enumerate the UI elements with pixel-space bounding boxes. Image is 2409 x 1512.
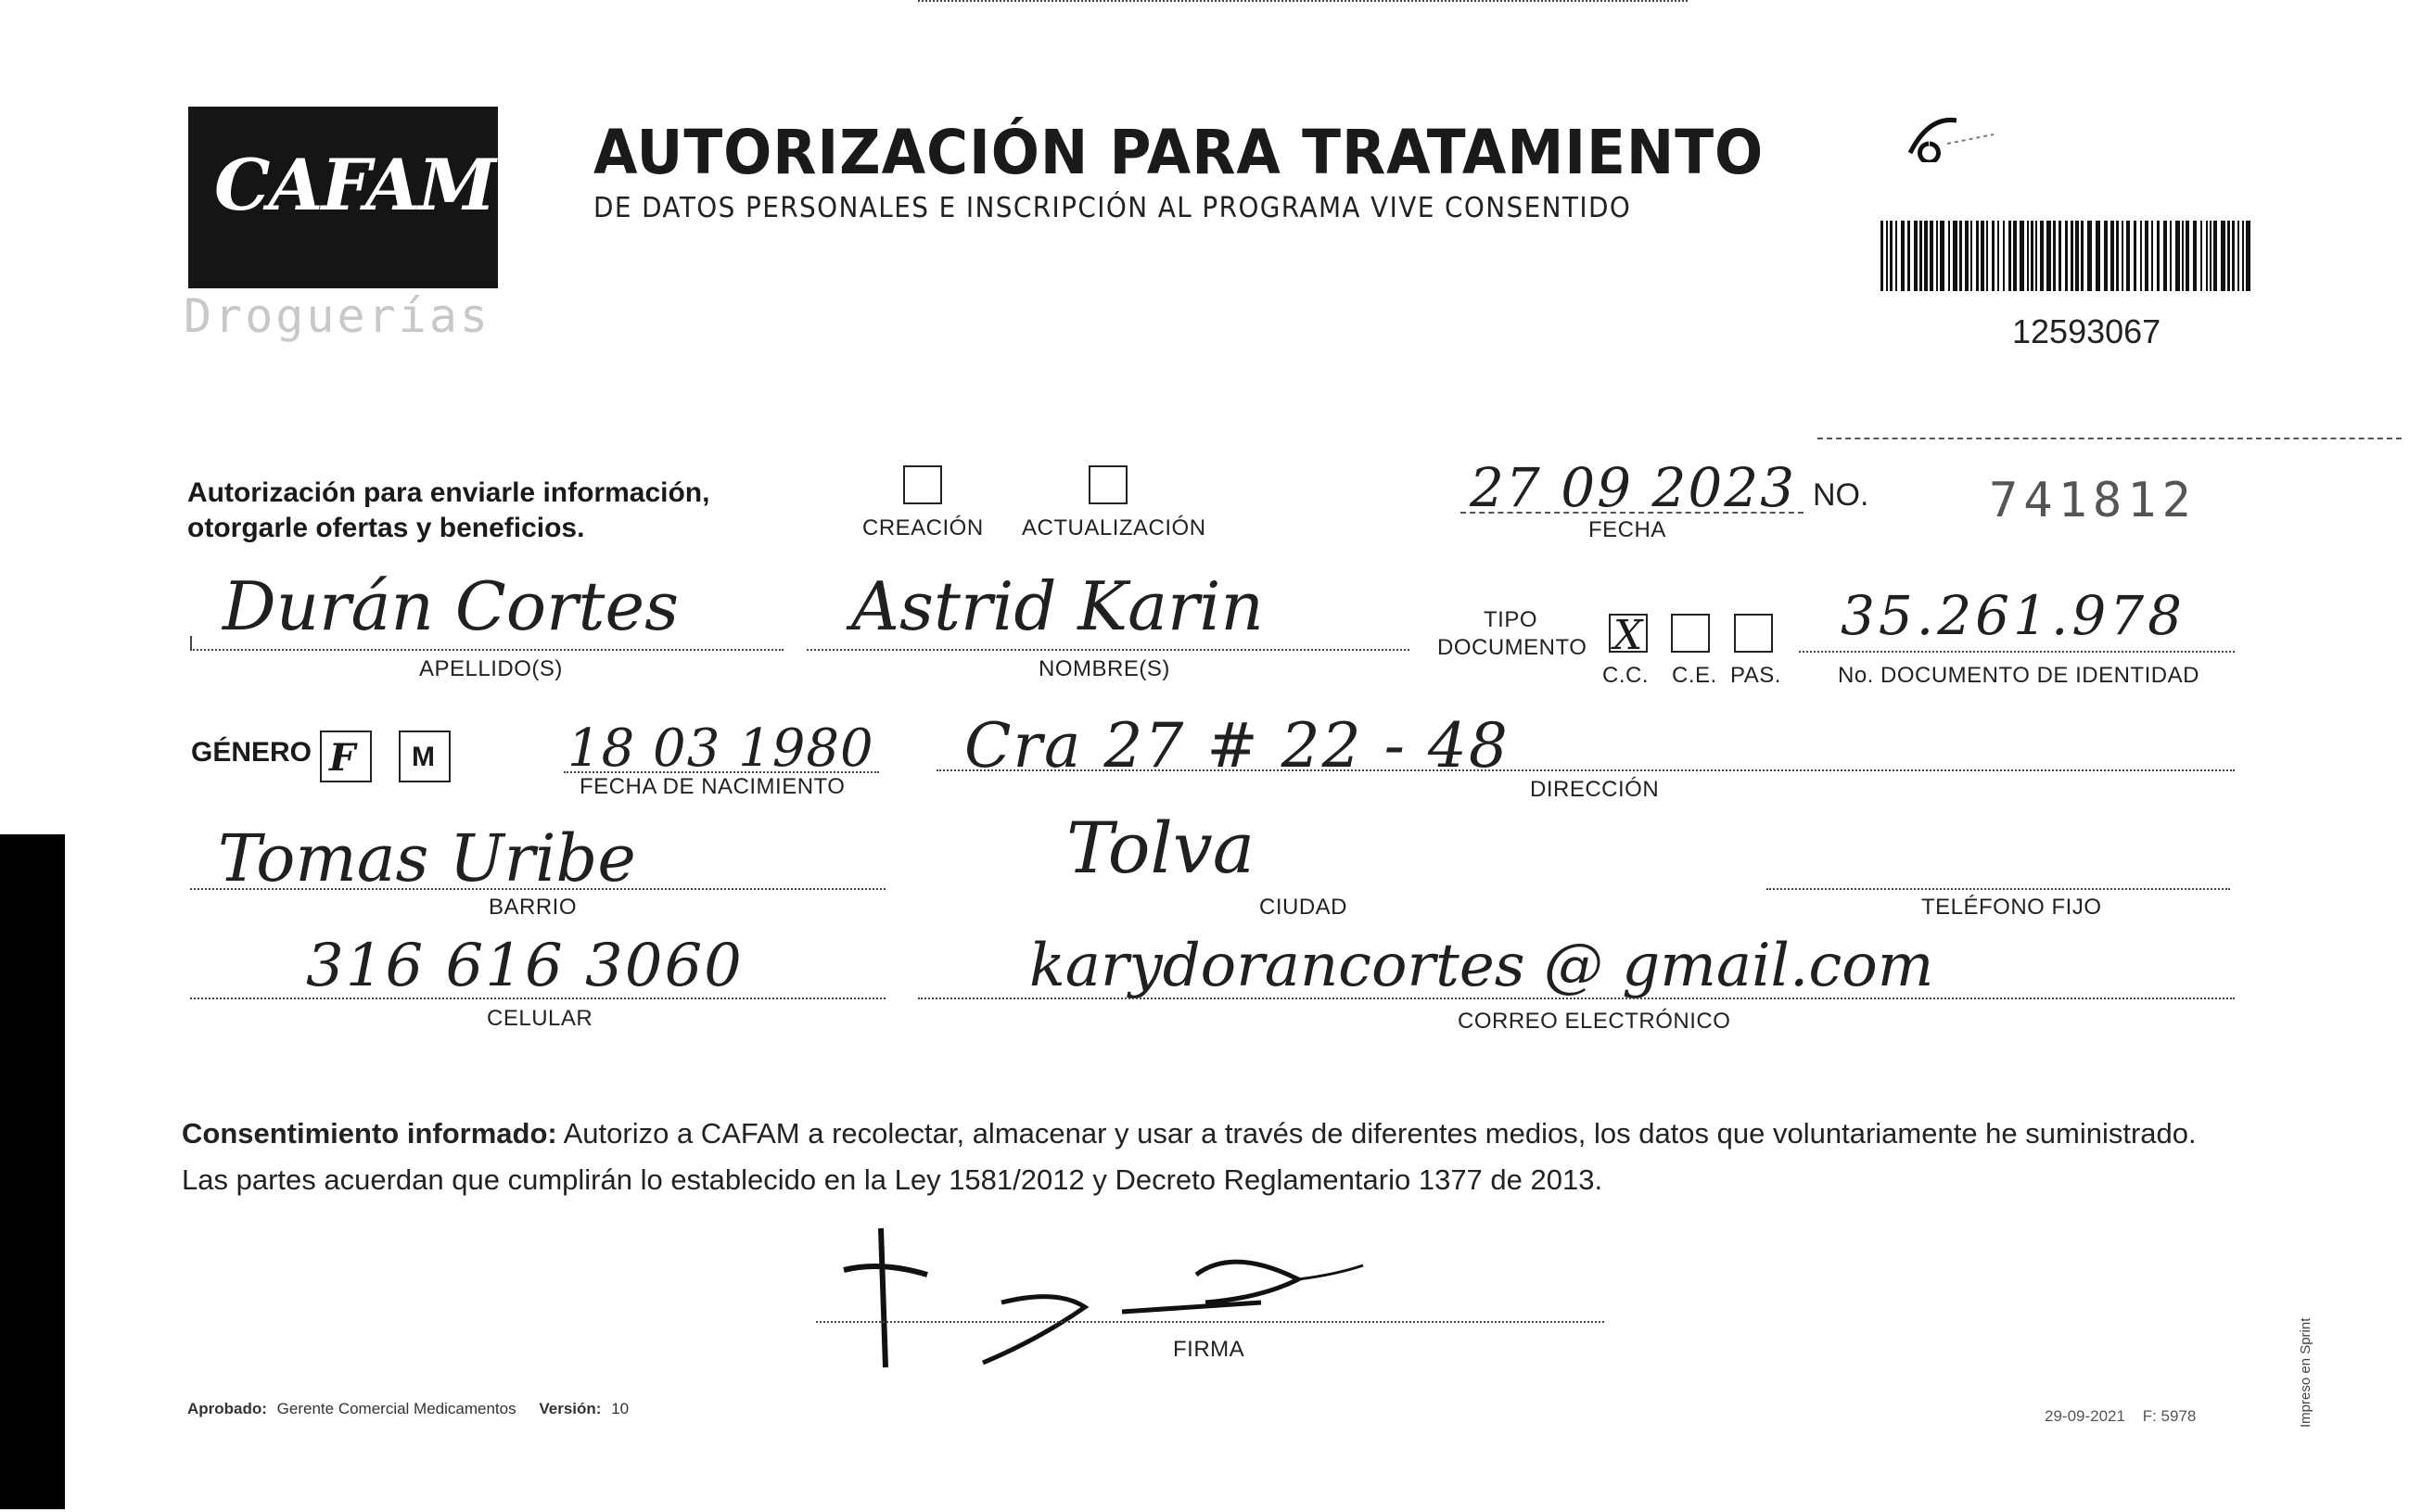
ce-label: C.E. <box>1672 663 1717 688</box>
celular-label: CELULAR <box>487 1006 593 1031</box>
barcode-bar <box>2227 221 2230 291</box>
barcode-bar <box>2071 221 2073 291</box>
barcode-bar <box>2013 221 2017 291</box>
no-label: NO. <box>1813 477 1869 513</box>
footer-form-code: F: 5978 <box>2142 1407 2197 1425</box>
barcode-bar <box>2040 221 2044 291</box>
barcode-bar <box>2003 221 2005 291</box>
apellido-label: APELLIDO(S) <box>419 656 563 681</box>
consent-paragraph <box>182 1111 2250 1203</box>
barcode-bar <box>1986 221 1988 291</box>
documento-value: 35.261.978 <box>1841 584 2186 647</box>
barcode-bar <box>1890 221 1893 291</box>
genero-m-value: M <box>412 742 435 772</box>
barcode-bar <box>2145 221 2148 291</box>
celular-value: 316 616 3060 <box>306 932 744 1000</box>
correo-label: CORREO ELECTRÓNICO <box>1458 1009 1731 1034</box>
pas-checkbox[interactable] <box>1734 614 1773 653</box>
ciudad-line <box>918 0 1688 2</box>
footer-date: 29-09-2021 <box>2045 1407 2125 1425</box>
ce-checkbox[interactable] <box>1671 614 1710 653</box>
logo-text: CAFAM <box>214 144 495 226</box>
barcode-bar <box>2246 221 2250 291</box>
nombre-value: Astrid Karin <box>851 567 1264 645</box>
barcode-bar <box>2058 221 2061 291</box>
barcode-bar <box>2237 221 2239 291</box>
cc-checkbox[interactable] <box>1609 612 1648 659</box>
barcode-bar <box>2020 221 2024 291</box>
barcode-bar <box>2075 221 2079 291</box>
tipo-label: TIPO <box>1484 607 1538 632</box>
signature <box>816 1210 1521 1377</box>
barcode-bar <box>2104 221 2108 291</box>
barcode-bar <box>1895 221 1897 291</box>
barcode-bar <box>2126 221 2130 291</box>
barrio-line <box>190 888 886 890</box>
cafam-logo <box>188 107 498 288</box>
creacion-checkbox[interactable] <box>903 465 942 504</box>
intro-line-1: Autorización para enviarle información, <box>187 477 710 508</box>
stamp-scribble <box>1892 107 2012 162</box>
barcode-bar <box>2163 221 2167 291</box>
barcode-number: 12593067 <box>2012 312 2161 350</box>
barcode-bar <box>1970 221 1972 291</box>
barcode-bar <box>2170 221 2172 291</box>
barcode-bar <box>2200 221 2202 291</box>
barcode-bar <box>1924 221 1928 291</box>
field-tick <box>190 636 192 649</box>
barcode-bar <box>2134 221 2136 291</box>
aprobado-value: Gerente Comercial Medicamentos <box>276 1400 516 1417</box>
barcode-bar <box>2210 221 2211 291</box>
barcode-bar <box>1948 221 1950 291</box>
barcode-bar <box>2193 221 2197 291</box>
intro-line-2: otorgarle ofertas y beneficios. <box>187 513 585 543</box>
consent-bold: Consentimiento informado: <box>182 1117 557 1150</box>
barcode-bar <box>1997 221 1999 291</box>
barcode-bar <box>2221 221 2225 291</box>
genero-f-value: F <box>329 736 356 780</box>
genero-label: GÉNERO <box>191 737 312 768</box>
barcode-bar <box>1886 221 1888 291</box>
barcode-bar <box>2110 221 2114 291</box>
nombre-line <box>807 649 1409 651</box>
ciudad-value: Tolva <box>1066 807 1255 889</box>
barcode-bar <box>1919 221 1922 291</box>
barrio-label: BARRIO <box>489 895 578 920</box>
signature-line <box>816 1321 1604 1323</box>
creacion-label: CREACIÓN <box>862 515 984 540</box>
nombre-label: NOMBRE(S) <box>1039 656 1170 681</box>
barcode-bar <box>1981 221 1984 291</box>
correo-value: karydorancortes @ gmail.com <box>1029 932 1934 1000</box>
barcode-bar <box>2065 221 2068 291</box>
fecha-value: 27 09 2023 <box>1470 456 1797 519</box>
cc-label: C.C. <box>1602 663 1649 688</box>
telefono-label: TELÉFONO FIJO <box>1921 895 2102 920</box>
nacimiento-label: FECHA DE NACIMIENTO <box>580 774 846 799</box>
barcode-bar <box>2157 221 2160 291</box>
correo-line <box>918 997 2235 999</box>
barcode-bar <box>2035 221 2037 291</box>
barcode-bar <box>1914 221 1918 291</box>
barcode-bar <box>1959 221 1962 291</box>
version-label: Versión: <box>539 1400 602 1417</box>
ciudad-label: CIUDAD <box>1259 895 1348 920</box>
barcode-bar <box>2242 221 2244 291</box>
scan-edge-bar <box>0 834 65 1509</box>
top-dash-line <box>1817 438 2402 439</box>
side-print-text: Impreso en Sprint <box>2298 1317 2313 1428</box>
genero-f-box[interactable] <box>320 731 372 782</box>
documento-line <box>1799 651 2235 653</box>
barcode-bar <box>2096 221 2100 291</box>
barcode-bar <box>2175 221 2180 291</box>
barcode-bar <box>2008 221 2011 291</box>
barcode-bar <box>2116 221 2119 291</box>
barcode-bar <box>1940 221 1944 291</box>
direccion-value: Cra 27 # 22 - 48 <box>964 710 1510 781</box>
fecha-label: FECHA <box>1588 517 1666 542</box>
barcode-bar <box>1992 221 1995 291</box>
barcode-bar <box>2206 221 2208 291</box>
direccion-line <box>937 769 2235 771</box>
barcode-bar <box>2151 221 2153 291</box>
version-value: 10 <box>611 1400 630 1417</box>
barcode-bar <box>1965 221 1969 291</box>
barcode-bar <box>1953 221 1957 291</box>
consent-text-2: Las partes acuerdan que cumplirán lo establecido en la Ley 1581/2012 y Decreto Reglamentario 1377 de 2013. <box>182 1163 1603 1196</box>
barcode-bar <box>2186 221 2189 291</box>
barcode-bar <box>1976 221 1979 291</box>
barcode-bar <box>1880 221 1883 291</box>
barcode-bar <box>2046 221 2051 291</box>
barcode-bar <box>2031 221 2033 291</box>
nacimiento-value: 18 03 1980 <box>567 718 874 779</box>
documento-label: DOCUMENTO <box>1437 635 1587 660</box>
genero-m-box[interactable] <box>399 731 451 782</box>
footer-codes <box>2045 1407 2196 1426</box>
documento-identidad-label: No. DOCUMENTO DE IDENTIDAD <box>1838 663 2199 688</box>
document-title: AUTORIZACIÓN PARA TRATAMIENTO <box>593 117 1765 188</box>
cc-mark: X <box>1613 612 1643 659</box>
nacimiento-line <box>564 771 879 773</box>
firma-label: FIRMA <box>1173 1337 1245 1362</box>
barcode-bar <box>2053 221 2056 291</box>
aprobado-label: Aprobado: <box>187 1400 267 1417</box>
barcode-bar <box>2122 221 2123 291</box>
pas-label: PAS. <box>1730 663 1781 688</box>
telefono-line <box>1766 888 2230 890</box>
barcode-bar <box>2140 221 2142 291</box>
barcode-bar <box>2182 221 2184 291</box>
document-subtitle: DE DATOS PERSONALES E INSCRIPCIÓN AL PROGRAMA VIVE CONSENTIDO <box>593 192 1632 224</box>
direccion-label: DIRECCIÓN <box>1530 777 1660 802</box>
celular-line <box>190 997 886 999</box>
barcode-bar <box>2087 221 2092 291</box>
footer-approval <box>187 1400 629 1418</box>
actualizacion-label: ACTUALIZACIÓN <box>1022 515 1206 540</box>
barcode-bar <box>2081 221 2084 291</box>
barcode-bar <box>1936 221 1938 291</box>
barrio-value: Tomas Uribe <box>218 820 636 896</box>
barcode <box>1880 221 2251 291</box>
barcode-bar <box>2213 221 2217 291</box>
actualizacion-checkbox[interactable] <box>1089 465 1128 504</box>
fecha-line <box>1460 512 1804 514</box>
apellido-line <box>190 649 784 651</box>
apellido-value: Durán Cortes <box>223 567 680 645</box>
barcode-bar <box>2232 221 2235 291</box>
consent-text-1: Autorizo a CAFAM a recolectar, almacenar y usar a través de diferentes medios, los datos que voluntariamente he suministrado. <box>556 1117 2197 1150</box>
barcode-bar <box>1930 221 1933 291</box>
barcode-bar <box>2027 221 2029 291</box>
logo-subtitle: Droguerías <box>184 289 491 343</box>
barcode-bar <box>1907 221 1910 291</box>
barcode-bar <box>1901 221 1905 291</box>
form-number: 741812 <box>1989 473 2197 528</box>
